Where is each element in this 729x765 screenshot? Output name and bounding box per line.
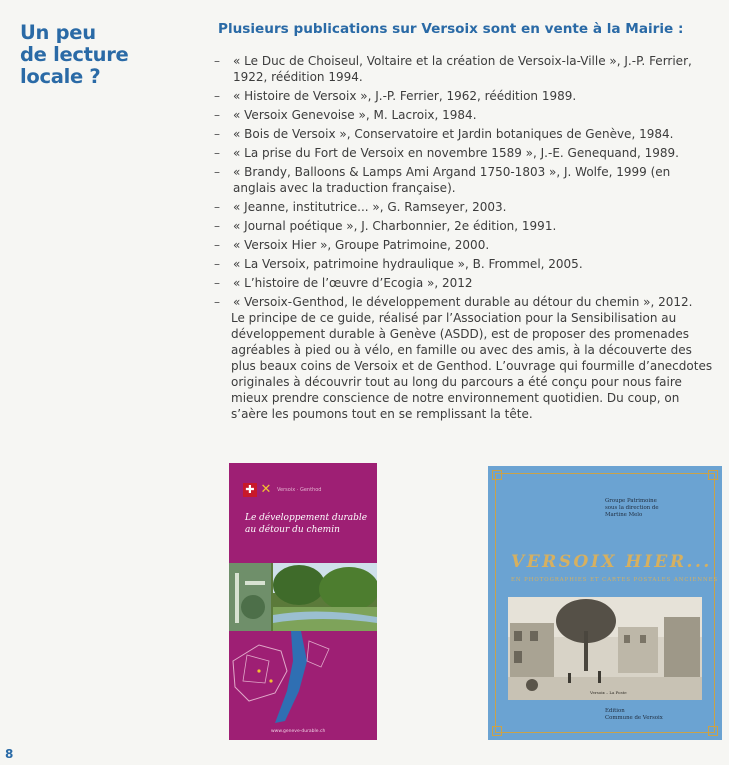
publication-text: « Versoix Hier », Groupe Patrimoine, 2000. <box>233 238 490 252</box>
publications-heading: Plusieurs publications sur Versoix sont en vente à la Mairie : <box>218 21 684 37</box>
cover-edition <box>605 708 715 722</box>
cover-edition-line: Commune de Versoix <box>605 715 663 721</box>
publication-item <box>226 218 714 234</box>
frame-corner <box>492 470 502 480</box>
cover-map <box>229 631 377 727</box>
yellow-x-icon: ✕ <box>260 482 272 497</box>
section-title <box>20 22 200 88</box>
publication-item <box>226 256 714 272</box>
publication-text: « Versoix-Genthod, le développement durable au détour du chemin », 2012. <box>233 295 693 309</box>
cover-old-photo <box>508 597 702 700</box>
publication-text: « Versoix Genevoise », M. Lacroix, 1984. <box>233 108 477 122</box>
page-number: 8 <box>5 747 14 761</box>
publication-item <box>226 88 714 104</box>
publication-text: « Histoire de Versoix », J.-P. Ferrier, 1962, réédition 1989. <box>233 89 577 103</box>
cover-editor-line: sous la direction de <box>605 505 659 511</box>
section-title-line: locale ? <box>20 65 101 88</box>
publication-item <box>226 164 714 196</box>
publication-item <box>226 53 714 85</box>
publication-text: « La Versoix, patrimoine hydraulique », B. Frommel, 2005. <box>233 257 583 271</box>
cover-url: www.geneve-durable.ch <box>271 729 326 734</box>
cover-title: Le développement durable au détour du chemin <box>245 513 368 535</box>
frame-corner <box>492 726 502 736</box>
publication-text: « Jeanne, institutrice... », G. Ramseyer, 2003. <box>233 200 507 214</box>
cover-brand: Versoix · Genthod <box>277 487 322 493</box>
publication-description: Le principe de ce guide, réalisé par l’Association pour la Sensibilisation au développement durable à Genève (ASDD), est de proposer des promenades agréables à pied ou à vélo, en famille ou avec des amis, à la découverte des plus beaux coins de Versoix et de Genthod. L’ouvrage qui fourmille d’anecdotes originales à découvrir tout au long du parcours a été conçu pour nous faire mieux prendre conscience de notre environnement quotidien. Du coup, on s’aère les poumons tout en se remplissant la tête. <box>231 311 713 421</box>
section-title-line: Un peu <box>20 21 96 44</box>
swiss-cross-icon: ✚ <box>243 483 257 497</box>
cover-editor-line: Groupe Patrimoine <box>605 498 657 504</box>
publication-item <box>226 237 714 253</box>
cover-edition-line: Edition <box>605 708 625 714</box>
cover-subtitle: EN PHOTOGRAPHIES ET CARTES POSTALES ANCIENNES <box>511 577 719 583</box>
publication-text: « L’histoire de l’œuvre d’Ecogia », 2012 <box>233 276 473 290</box>
publication-item <box>226 199 714 215</box>
cover-photo-landscape <box>229 563 377 631</box>
publication-item <box>226 126 714 142</box>
publication-item <box>226 145 714 161</box>
publication-text: « Journal poétique », J. Charbonnier, 2e édition, 1991. <box>233 219 557 233</box>
publication-text: « Le Duc de Choiseul, Voltaire et la création de Versoix-la-Ville », J.-P. Ferrier, 1922, réédition 1994. <box>233 54 692 84</box>
publication-item <box>226 107 714 123</box>
publication-text: « La prise du Fort de Versoix en novembre 1589 », J.-E. Genequand, 1989. <box>233 146 679 160</box>
cover-editor-line: Martine Melo <box>605 512 643 518</box>
cover-photo-caption: Versoix – La Poste <box>590 690 627 695</box>
publication-list <box>226 53 714 425</box>
cover-title: VERSOIX HIER... <box>511 552 712 572</box>
frame-corner <box>708 470 718 480</box>
section-title-line: de lecture <box>20 43 129 66</box>
frame-corner <box>708 726 718 736</box>
publication-text: « Bois de Versoix », Conservatoire et Jardin botaniques de Genève, 1984. <box>233 127 674 141</box>
book-cover-developpement-durable <box>229 463 377 740</box>
publication-item <box>226 294 714 422</box>
publication-item <box>226 275 714 291</box>
cover-logo <box>243 483 321 497</box>
cover-editor <box>605 498 715 519</box>
publication-text: « Brandy, Balloons & Lamps Ami Argand 1750-1803 », J. Wolfe, 1999 (en anglais avec la traduction française). <box>233 165 671 195</box>
book-cover-versoix-hier <box>488 466 722 740</box>
